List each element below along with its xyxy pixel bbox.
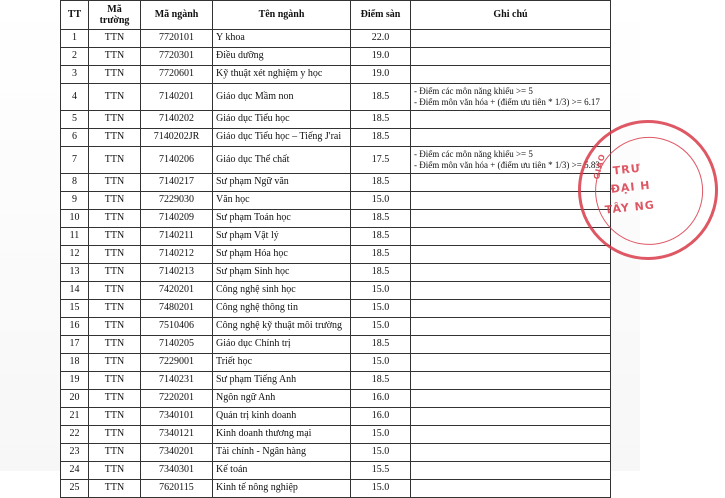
cell-ma-truong: TTN bbox=[89, 426, 141, 444]
cell-ma-truong: TTN bbox=[89, 228, 141, 246]
cell-ma-nganh: 7140217 bbox=[141, 174, 213, 192]
cell-tt: 23 bbox=[61, 444, 89, 462]
cell-ghi-chu bbox=[411, 111, 611, 129]
table-row bbox=[61, 147, 611, 174]
cell-ma-truong: TTN bbox=[89, 192, 141, 210]
cell-ma-nganh: 7620115 bbox=[141, 480, 213, 498]
cell-tt: 9 bbox=[61, 192, 89, 210]
cell-diem-san: 18.5 bbox=[351, 228, 411, 246]
table-row bbox=[61, 444, 611, 462]
cell-ma-nganh: 7140209 bbox=[141, 210, 213, 228]
cell-ghi-chu bbox=[411, 48, 611, 66]
cell-ma-truong: TTN bbox=[89, 129, 141, 147]
cell-ma-nganh: 7510406 bbox=[141, 318, 213, 336]
cell-diem-san: 19.0 bbox=[351, 48, 411, 66]
cell-ma-nganh: 7220201 bbox=[141, 390, 213, 408]
cell-ma-truong: TTN bbox=[89, 462, 141, 480]
cell-tt: 14 bbox=[61, 282, 89, 300]
table-row bbox=[61, 111, 611, 129]
cell-diem-san: 18.5 bbox=[351, 210, 411, 228]
cell-diem-san: 18.5 bbox=[351, 246, 411, 264]
cell-ten-nganh: Sư phạm Hóa học bbox=[213, 246, 351, 264]
cell-ten-nganh: Giáo dục Tiểu học bbox=[213, 111, 351, 129]
cell-ghi-chu bbox=[411, 246, 611, 264]
header-ma-truong-line2: trường bbox=[99, 15, 130, 26]
cell-ghi-chu bbox=[411, 84, 611, 111]
cell-ghi-chu bbox=[411, 318, 611, 336]
cell-ten-nganh: Y khoa bbox=[213, 30, 351, 48]
cell-ghi-chu bbox=[411, 462, 611, 480]
cell-ma-nganh: 7140205 bbox=[141, 336, 213, 354]
cell-tt: 19 bbox=[61, 372, 89, 390]
cell-ghi-chu bbox=[411, 426, 611, 444]
header-ma-truong bbox=[89, 1, 141, 30]
cell-ten-nganh: Giáo dục Thể chất bbox=[213, 147, 351, 174]
table-header-row bbox=[61, 1, 611, 30]
cell-ten-nganh: Điều dưỡng bbox=[213, 48, 351, 66]
cell-tt: 3 bbox=[61, 66, 89, 84]
cell-diem-san: 15.0 bbox=[351, 300, 411, 318]
cell-ma-truong: TTN bbox=[89, 300, 141, 318]
cell-ten-nganh: Công nghệ kỹ thuật môi trường bbox=[213, 318, 351, 336]
table-row bbox=[61, 354, 611, 372]
table-row bbox=[61, 228, 611, 246]
cell-tt: 13 bbox=[61, 264, 89, 282]
cell-ma-truong: TTN bbox=[89, 30, 141, 48]
cell-ma-nganh: 7140231 bbox=[141, 372, 213, 390]
cell-ghi-chu bbox=[411, 444, 611, 462]
cell-ghi-chu bbox=[411, 210, 611, 228]
table-row bbox=[61, 174, 611, 192]
header-ma-nganh: Mã ngành bbox=[141, 1, 213, 30]
cell-tt: 24 bbox=[61, 462, 89, 480]
cell-ma-truong: TTN bbox=[89, 354, 141, 372]
cell-ma-truong: TTN bbox=[89, 318, 141, 336]
cell-ghi-chu bbox=[411, 480, 611, 498]
table-row bbox=[61, 372, 611, 390]
cell-ma-truong: TTN bbox=[89, 66, 141, 84]
cell-ma-truong: TTN bbox=[89, 48, 141, 66]
cell-ten-nganh: Tài chính - Ngân hàng bbox=[213, 444, 351, 462]
seal-text-line1: TRƯ bbox=[612, 161, 642, 178]
cell-ma-nganh: 7140211 bbox=[141, 228, 213, 246]
cell-ten-nganh: Văn học bbox=[213, 192, 351, 210]
cell-ma-nganh: 7140213 bbox=[141, 264, 213, 282]
cell-ma-truong: TTN bbox=[89, 246, 141, 264]
cell-ma-truong: TTN bbox=[89, 372, 141, 390]
cell-diem-san: 18.5 bbox=[351, 372, 411, 390]
cell-ma-nganh: 7140202JR bbox=[141, 129, 213, 147]
cell-ghi-chu bbox=[411, 129, 611, 147]
table-row bbox=[61, 408, 611, 426]
note-line: - Điểm môn văn hóa + (điểm ưu tiên * 1/3) >= 6.17 bbox=[414, 97, 600, 107]
table-row bbox=[61, 318, 611, 336]
seal-arc-text: GIÁO bbox=[591, 152, 608, 181]
table-row bbox=[61, 66, 611, 84]
cell-ten-nganh: Kinh tế nông nghiệp bbox=[213, 480, 351, 498]
cell-ghi-chu bbox=[411, 408, 611, 426]
cell-ghi-chu bbox=[411, 228, 611, 246]
table-row bbox=[61, 48, 611, 66]
cell-diem-san: 18.5 bbox=[351, 111, 411, 129]
admission-table bbox=[60, 0, 611, 498]
cell-tt: 18 bbox=[61, 354, 89, 372]
cell-ma-nganh: 7140212 bbox=[141, 246, 213, 264]
table-row bbox=[61, 462, 611, 480]
note-line: - Điểm môn văn hóa + (điểm ưu tiên * 1/3) >= 5.83 bbox=[414, 160, 600, 170]
cell-tt: 5 bbox=[61, 111, 89, 129]
cell-diem-san: 15.0 bbox=[351, 480, 411, 498]
cell-ten-nganh: Sư phạm Toán học bbox=[213, 210, 351, 228]
cell-ten-nganh: Sư phạm Vật lý bbox=[213, 228, 351, 246]
cell-diem-san: 15.0 bbox=[351, 426, 411, 444]
cell-diem-san: 18.5 bbox=[351, 84, 411, 111]
cell-diem-san: 19.0 bbox=[351, 66, 411, 84]
cell-ma-truong: TTN bbox=[89, 444, 141, 462]
cell-ma-nganh: 7229001 bbox=[141, 354, 213, 372]
cell-ghi-chu bbox=[411, 354, 611, 372]
cell-diem-san: 22.0 bbox=[351, 30, 411, 48]
cell-ma-nganh: 7420201 bbox=[141, 282, 213, 300]
cell-ten-nganh: Giáo dục Mầm non bbox=[213, 84, 351, 111]
note-line: - Điểm các môn năng khiếu >= 5 bbox=[414, 86, 533, 96]
cell-diem-san: 15.0 bbox=[351, 192, 411, 210]
cell-tt: 6 bbox=[61, 129, 89, 147]
cell-diem-san: 18.5 bbox=[351, 336, 411, 354]
cell-diem-san: 16.0 bbox=[351, 390, 411, 408]
cell-ghi-chu bbox=[411, 30, 611, 48]
cell-ghi-chu bbox=[411, 300, 611, 318]
cell-ma-nganh: 7140202 bbox=[141, 111, 213, 129]
cell-ghi-chu bbox=[411, 372, 611, 390]
header-diem-san: Điểm sàn bbox=[351, 1, 411, 30]
cell-diem-san: 17.5 bbox=[351, 147, 411, 174]
cell-ma-nganh: 7340101 bbox=[141, 408, 213, 426]
cell-ma-nganh: 7140201 bbox=[141, 84, 213, 111]
cell-ghi-chu bbox=[411, 282, 611, 300]
cell-ma-nganh: 7340301 bbox=[141, 462, 213, 480]
cell-diem-san: 18.5 bbox=[351, 129, 411, 147]
cell-ten-nganh: Giáo dục Tiểu học – Tiếng J'rai bbox=[213, 129, 351, 147]
cell-ma-truong: TTN bbox=[89, 174, 141, 192]
cell-ma-truong: TTN bbox=[89, 111, 141, 129]
table-row bbox=[61, 192, 611, 210]
cell-diem-san: 15.0 bbox=[351, 444, 411, 462]
table-row bbox=[61, 390, 611, 408]
cell-ma-nganh: 7340201 bbox=[141, 444, 213, 462]
cell-tt: 22 bbox=[61, 426, 89, 444]
cell-tt: 20 bbox=[61, 390, 89, 408]
table-row bbox=[61, 336, 611, 354]
cell-ma-nganh: 7720601 bbox=[141, 66, 213, 84]
seal-text-line2: ĐẠI H bbox=[610, 178, 652, 196]
cell-ghi-chu bbox=[411, 336, 611, 354]
cell-ten-nganh: Ngôn ngữ Anh bbox=[213, 390, 351, 408]
cell-ten-nganh: Kỹ thuật xét nghiệm y học bbox=[213, 66, 351, 84]
cell-ten-nganh: Giáo dục Chính trị bbox=[213, 336, 351, 354]
table-row bbox=[61, 129, 611, 147]
header-tt: TT bbox=[61, 1, 89, 30]
cell-ten-nganh: Triết học bbox=[213, 354, 351, 372]
cell-diem-san: 18.5 bbox=[351, 264, 411, 282]
cell-ma-truong: TTN bbox=[89, 336, 141, 354]
cell-tt: 10 bbox=[61, 210, 89, 228]
table-row bbox=[61, 246, 611, 264]
cell-ten-nganh: Công nghệ sinh học bbox=[213, 282, 351, 300]
cell-tt: 7 bbox=[61, 147, 89, 174]
cell-diem-san: 15.0 bbox=[351, 354, 411, 372]
table-row bbox=[61, 426, 611, 444]
cell-ma-truong: TTN bbox=[89, 264, 141, 282]
cell-ma-truong: TTN bbox=[89, 147, 141, 174]
table-row bbox=[61, 300, 611, 318]
header-ma-truong-line1: Mã bbox=[107, 4, 122, 15]
cell-tt: 21 bbox=[61, 408, 89, 426]
table-row bbox=[61, 30, 611, 48]
cell-diem-san: 15.5 bbox=[351, 462, 411, 480]
cell-diem-san: 15.0 bbox=[351, 318, 411, 336]
cell-ten-nganh: Sư phạm Ngữ văn bbox=[213, 174, 351, 192]
cell-diem-san: 18.5 bbox=[351, 174, 411, 192]
cell-tt: 15 bbox=[61, 300, 89, 318]
cell-ma-truong: TTN bbox=[89, 408, 141, 426]
cell-tt: 25 bbox=[61, 480, 89, 498]
header-ghi-chu: Ghi chú bbox=[411, 1, 611, 30]
cell-diem-san: 15.0 bbox=[351, 282, 411, 300]
cell-tt: 8 bbox=[61, 174, 89, 192]
cell-ma-truong: TTN bbox=[89, 390, 141, 408]
cell-ma-truong: TTN bbox=[89, 84, 141, 111]
cell-ghi-chu bbox=[411, 264, 611, 282]
cell-tt: 12 bbox=[61, 246, 89, 264]
cell-ten-nganh: Quản trị kinh doanh bbox=[213, 408, 351, 426]
cell-ma-truong: TTN bbox=[89, 480, 141, 498]
cell-tt: 4 bbox=[61, 84, 89, 111]
cell-ma-nganh: 7720101 bbox=[141, 30, 213, 48]
cell-ma-nganh: 7140206 bbox=[141, 147, 213, 174]
cell-ten-nganh: Công nghệ thông tin bbox=[213, 300, 351, 318]
table-row bbox=[61, 282, 611, 300]
cell-ten-nganh: Sư phạm Sinh học bbox=[213, 264, 351, 282]
table-row bbox=[61, 264, 611, 282]
cell-tt: 2 bbox=[61, 48, 89, 66]
cell-ma-nganh: 7720301 bbox=[141, 48, 213, 66]
cell-tt: 17 bbox=[61, 336, 89, 354]
cell-ma-nganh: 7229030 bbox=[141, 192, 213, 210]
cell-ghi-chu bbox=[411, 66, 611, 84]
table-row bbox=[61, 84, 611, 111]
cell-ma-truong: TTN bbox=[89, 210, 141, 228]
cell-ma-truong: TTN bbox=[89, 282, 141, 300]
note-line: - Điểm các môn năng khiếu >= 5 bbox=[414, 149, 533, 159]
table-row bbox=[61, 210, 611, 228]
header-ten-nganh: Tên ngành bbox=[213, 1, 351, 30]
cell-tt: 11 bbox=[61, 228, 89, 246]
cell-ten-nganh: Sư phạm Tiếng Anh bbox=[213, 372, 351, 390]
cell-tt: 16 bbox=[61, 318, 89, 336]
seal-text-line3: TÂY NG bbox=[604, 198, 656, 217]
cell-ma-nganh: 7340121 bbox=[141, 426, 213, 444]
cell-tt: 1 bbox=[61, 30, 89, 48]
cell-ghi-chu bbox=[411, 390, 611, 408]
cell-ten-nganh: Kinh doanh thương mại bbox=[213, 426, 351, 444]
table-row bbox=[61, 480, 611, 498]
table-body bbox=[61, 30, 611, 498]
cell-diem-san: 16.0 bbox=[351, 408, 411, 426]
cell-ma-nganh: 7480201 bbox=[141, 300, 213, 318]
cell-ten-nganh: Kế toán bbox=[213, 462, 351, 480]
